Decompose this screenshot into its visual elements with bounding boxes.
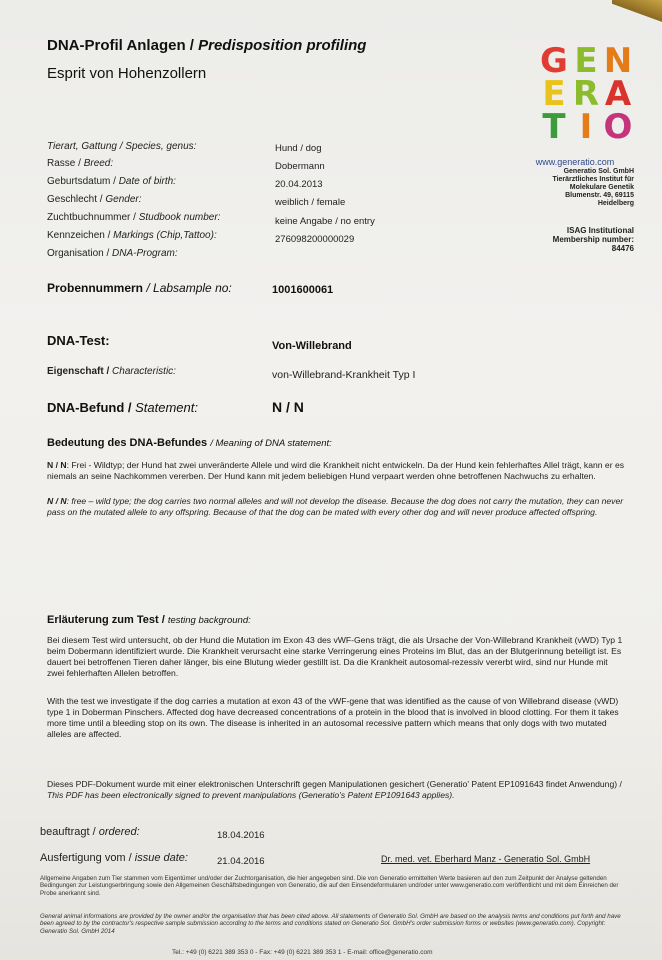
meaning-title: Bedeutung des DNA-Befundes / Meaning of DNA statement: bbox=[47, 437, 332, 449]
ordered-label: beauftragt / ordered: bbox=[40, 826, 140, 838]
company-url: www.generatio.com bbox=[535, 157, 615, 167]
isag-membership: ISAG Institutional Membership number: 84476 bbox=[552, 226, 634, 253]
gender-value: weiblich / female bbox=[275, 197, 346, 208]
dob-label: Geburtsdatum / Date of birth: bbox=[47, 176, 176, 187]
species-label: Tierart, Gattung / Species, genus: bbox=[47, 141, 197, 152]
logo-letter: O bbox=[603, 107, 633, 147]
meaning-text-de: N / N: Frei - Wildtyp; der Hund hat zwei unveränderte Allele und wird die Krankheit nicht entwickeln. Da der Hund kein fehlerhaftes Allel trägt, kann er es niemals an seine Nachkommen vererben. Der Hund kann mit jedem beliebigen Hund verpaart werden ohne betroffenen Nachwuchs zu erhalten. bbox=[47, 460, 625, 481]
background-title: Erläuterung zum Test / testing background: bbox=[47, 614, 251, 626]
logo-letter: N bbox=[603, 41, 633, 81]
gold-frame-corner bbox=[612, 0, 662, 30]
organisation-label: Organisation / DNA-Program: bbox=[47, 248, 178, 259]
dnatest-label: DNA-Test: bbox=[47, 333, 110, 348]
logo-letter: I bbox=[579, 107, 593, 147]
species-value: Hund / dog bbox=[275, 143, 322, 154]
signature-note: Dieses PDF-Dokument wurde mit einer elektronischen Unterschrift gegen Manipulationen gesichert (Generatio' Patent EP1091643 findet Anwendung) / This PDF has been electronically signed to prevent manipulations (Generatio's Patent EP1091643 applies). bbox=[47, 779, 622, 800]
logo-row bbox=[538, 107, 636, 147]
company-address: www.generatio.com Generatio Sol. GmbH Tierärztliches Institut für Molekulare Genetik Blumenstr. 49, 69115 Heidelberg bbox=[516, 158, 634, 208]
footer-text-en: General animal informations are provided by the owner and/or the organisation that has been cited above. All statements of Generatio Sol. GmbH are based on the analysis terms and conditions put forth and have been agreed to by the contractor's respective sample submission according to the terms and conditions stated on Generatio Sol. GmbH's order submission forms or websites (www.generatio.com). Copyright: Generatio Sol. GmbH 2014 bbox=[40, 913, 621, 935]
background-text-en: With the test we investigate if the dog carries a mutation at exon 43 of the vWF-gene that was identified as the cause of von Willebrand disease (vWD) type 1 in Doberman Pinschers. Affected dog have decreased concentrations of a protein in the blood that is involved in blood clotting. For them it takes more time until a bleeding stop on its own. The disease is inherited in an autosomal recessive pattern which means that only dogs with two mutated alleles are affected. bbox=[47, 696, 619, 739]
markings-label: Kennzeichen / Markings (Chip,Tattoo): bbox=[47, 230, 217, 241]
logo-letter: R bbox=[572, 74, 600, 114]
logo-letter: T bbox=[542, 107, 566, 147]
statement-label: DNA-Befund / Statement: bbox=[47, 400, 198, 415]
logo-letter: E bbox=[574, 41, 598, 81]
dob-value: 20.04.2013 bbox=[275, 179, 323, 190]
generatio-logo bbox=[538, 41, 636, 147]
ordered-value: 18.04.2016 bbox=[217, 830, 265, 841]
studbook-value: keine Angabe / no entry bbox=[275, 216, 375, 227]
footer-text-de: Allgemeine Angaben zum Tier stammen vom Eigentümer und/oder der Zuchtorganisation, die hier angegeben sind. Die von Generatio ermittelten Werte basieren auf den zum Zeitpunkt der Analyse geltenden Bedingungen zur Leistungserbringung sowie den Allgemeinen Geschäftsbedingungen von Generatio, die auf den Einsendeformularen und/oder unter www.generatio.com veröffentlicht und mit dem Einreichen der Probe anerkannt sind. bbox=[40, 875, 619, 897]
issue-label: Ausfertigung vom / issue date: bbox=[40, 852, 188, 864]
gender-label: Geschlecht / Gender: bbox=[47, 194, 142, 205]
meaning-text-en: N / N: free – wild type; the dog carries two normal alleles and will not develop the disease. Because the dog does not carry the mutation, they can never pass on the mutated allele to any offspring. Because of that the dog can be mated with every other dog and will never produce affected offspring. bbox=[47, 496, 624, 517]
contact-line: Tel.: +49 (0) 6221 389 353 0 - Fax: +49 (0) 6221 389 353 1 - E-mail: office@generatio.com bbox=[172, 949, 433, 956]
logo-letter: G bbox=[540, 41, 568, 81]
studbook-label: Zuchtbuchnummer / Studbook number: bbox=[47, 212, 221, 223]
breed-value: Dobermann bbox=[275, 161, 325, 172]
issue-value: 21.04.2016 bbox=[217, 856, 265, 867]
statement-value: N / N bbox=[272, 399, 304, 415]
background-text-de: Bei diesem Test wird untersucht, ob der Hund die Mutation im Exon 43 des vWF-Gens trägt, die als Ursache der Von-Willebrand Krankheit (vWD) Typ 1 beim Dobermann identifiziert wurde. Die Krankheit verursacht eine starke Verringerung eines Proteins im Blut, das an der Blutgerinnung beteiligt ist. Es dauert bei betroffenen Tieren daher länger, bis eine Blutung wieder gestillt ist. Da die Krankheit autosomal-rezessiv vererbt wird, sind nur Hunde mit zwei fehlerhaften Allelen betroffen. bbox=[47, 635, 623, 678]
characteristic-value: von-Willebrand-Krankheit Typ I bbox=[272, 369, 416, 381]
characteristic-label: Eigenschaft / Characteristic: bbox=[47, 366, 176, 377]
labsample-value: 1001600061 bbox=[272, 284, 334, 296]
breed-label: Rasse / Breed: bbox=[47, 158, 114, 169]
labsample-label: Probennummern / Labsample no: bbox=[47, 281, 232, 295]
document-title: DNA-Profil Anlagen / Predisposition profiling bbox=[47, 37, 367, 54]
signer-name: Dr. med. vet. Eberhard Manz - Generatio Sol. GmbH bbox=[381, 854, 591, 864]
logo-letter: E bbox=[542, 74, 566, 114]
markings-value: 276098200000029 bbox=[275, 234, 355, 245]
dnatest-value: Von-Willebrand bbox=[272, 340, 352, 352]
logo-letter: A bbox=[604, 74, 632, 114]
dog-name: Esprit von Hohenzollern bbox=[47, 65, 207, 82]
